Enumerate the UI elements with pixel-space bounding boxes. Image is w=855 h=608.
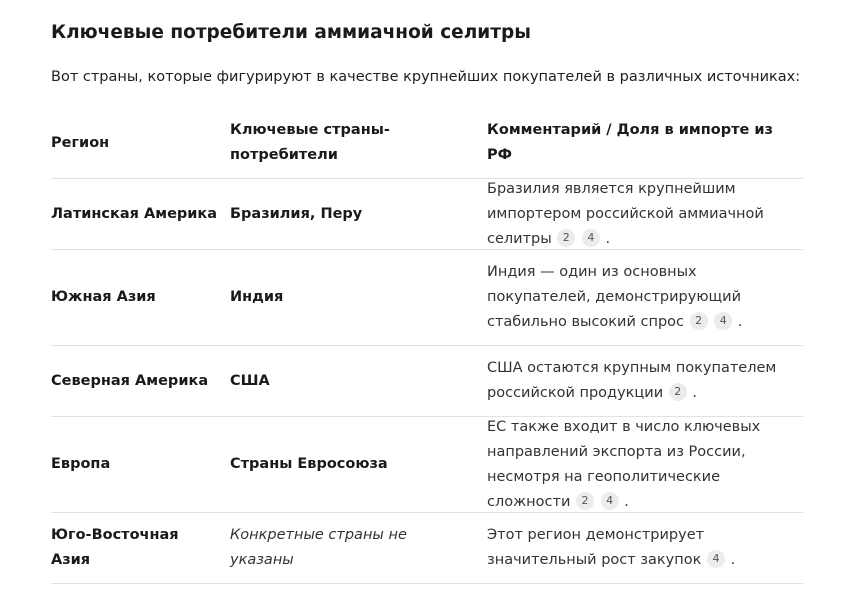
countries-cell: Конкретные страны не указаны [230,527,407,568]
comment-text: Индия — один из основных покупателей, демонстрирующий стабильно высокий спрос [487,264,742,330]
table-row [51,179,803,250]
region-cell: Юго-Восточная Азия [51,527,179,568]
citation-badge[interactable]: 2 [669,383,687,401]
intro-paragraph: Вот страны, которые фигурируют в качестве крупнейших покупателей в различных источниках: [51,69,801,85]
citation-badge[interactable]: 2 [557,229,575,247]
section-heading: Ключевые потребители аммиачной селитры [51,22,531,43]
citation-badge[interactable]: 2 [690,312,708,330]
countries-cell: Индия [230,289,284,305]
comment-text: Бразилия является крупнейшим импортером российской аммиачной селитры [487,180,764,247]
citation-badge[interactable]: 4 [601,492,619,510]
comment-cell [487,250,803,345]
consumers-table [51,108,803,584]
comment-text: ЕС также входит в число ключевых направлений экспорта из России, несмотря на геополитические сложности [487,418,761,510]
sentence-end: . [605,230,611,247]
comment-text: США остаются крупным покупателем российской продукции [487,360,777,401]
citation-badge[interactable]: 4 [714,312,732,330]
countries-cell: Бразилия, Перу [230,205,363,222]
header-countries: Ключевые страны-потребители [230,122,390,163]
citation-badge[interactable]: 4 [707,550,725,568]
sentence-end: . [692,385,697,401]
table-header-row [51,108,803,179]
region-cell: Европа [51,456,111,472]
countries-cell: Страны Евросоюза [230,456,388,472]
comment-cell [487,346,803,416]
comment-text: Этот регион демонстрирует значительный рост закупок [487,527,705,568]
table-row [51,346,803,417]
sentence-end: . [737,314,743,330]
table-row [51,513,803,584]
comment-cell [487,513,803,583]
sentence-end: . [624,493,629,510]
table-row [51,417,803,513]
comment-cell [487,417,803,512]
countries-cell: США [230,372,270,389]
region-cell: Латинская Америка [51,205,218,222]
header-region: Регион [51,134,110,151]
comment-cell [487,179,803,249]
sentence-end: . [730,552,736,568]
header-comment: Комментарий / Доля в импорте из РФ [487,122,773,163]
table-row [51,250,803,346]
region-cell: Южная Азия [51,289,156,305]
citation-badge[interactable]: 4 [582,229,600,247]
region-cell: Северная Америка [51,372,209,389]
citation-badge[interactable]: 2 [576,492,594,510]
